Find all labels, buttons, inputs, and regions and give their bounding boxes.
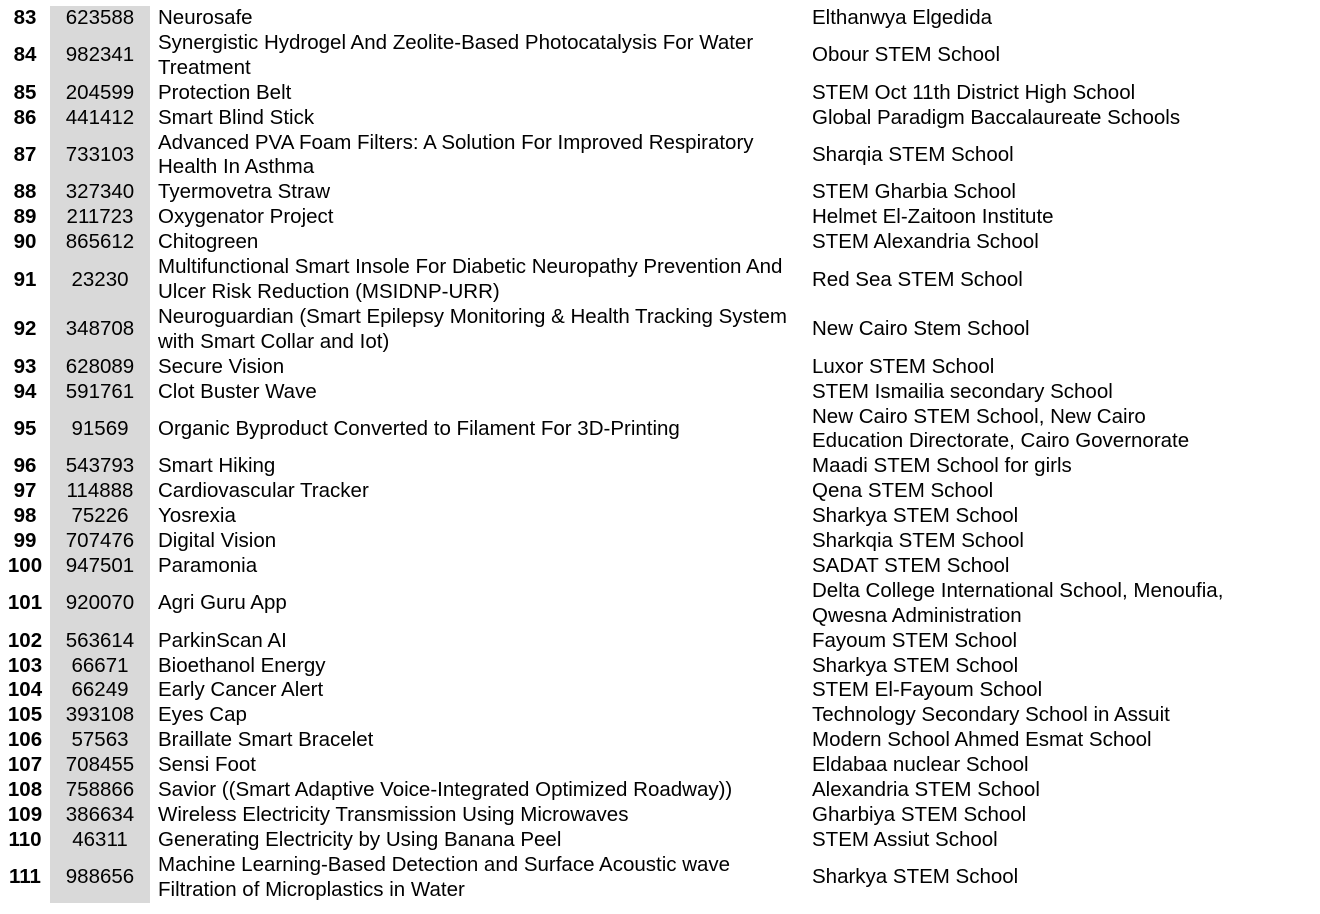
school-name: STEM El-Fayoum School — [812, 678, 1043, 702]
project-id: 920070 — [50, 579, 150, 629]
project-id: 91569 — [50, 405, 150, 455]
project-title: Organic Byproduct Converted to Filament For 3D-Printing — [158, 416, 680, 440]
row-number: 101 — [7, 591, 43, 615]
project-title: Wireless Electricity Transmission Using Microwaves — [158, 803, 629, 826]
project-title: Chitogreen — [158, 230, 259, 254]
row-number: 83 — [13, 6, 37, 29]
project-id: 386634 — [50, 803, 150, 828]
table-row — [0, 579, 1230, 629]
table-row — [0, 131, 1230, 181]
project-id: 591761 — [50, 380, 150, 405]
project-id: 114888 — [50, 479, 150, 504]
school-name: SADAT STEM School — [812, 553, 1010, 577]
table-row — [0, 728, 1230, 753]
table-row — [0, 778, 1230, 803]
project-title: Yosrexia — [158, 504, 236, 528]
school-name: New Cairo STEM School, New Cairo Education Directorate, Cairo Governorate — [812, 404, 1190, 453]
row-number: 98 — [13, 504, 37, 528]
project-id: 563614 — [50, 629, 150, 654]
project-id: 623588 — [50, 6, 150, 31]
table-row — [0, 106, 1230, 131]
row-number: 107 — [7, 753, 43, 777]
school-name: Fayoum STEM School — [812, 628, 1018, 652]
row-number: 88 — [13, 180, 37, 204]
project-title: Synergistic Hydrogel And Zeolite-Based Photocatalysis For Water Treatment — [158, 30, 754, 79]
project-title: Smart Hiking — [158, 454, 276, 478]
project-title: Neuroguardian (Smart Epilepsy Monitoring & Health Tracking System with Smart Collar and Iot) — [158, 304, 787, 353]
row-number: 111 — [9, 865, 41, 889]
row-number: 86 — [13, 105, 37, 129]
school-name: Sharkqia STEM School — [812, 529, 1024, 553]
project-title: Eyes Cap — [158, 703, 247, 727]
project-title: ParkinScan AI — [158, 628, 287, 652]
school-name: STEM Alexandria School — [812, 230, 1039, 254]
project-title: Protection Belt — [158, 80, 292, 104]
row-number: 103 — [7, 653, 43, 677]
table-row — [0, 355, 1230, 380]
table-row — [0, 504, 1230, 529]
projects-table-body — [0, 6, 1230, 903]
row-number: 87 — [13, 142, 37, 166]
project-title: Neurosafe — [158, 6, 253, 29]
row-number: 91 — [13, 267, 37, 291]
project-id: 628089 — [50, 355, 150, 380]
project-title: Savior ((Smart Adaptive Voice-Integrated Optimized Roadway)) — [158, 778, 733, 802]
project-title: Paramonia — [158, 553, 258, 577]
school-name: New Cairo Stem School — [812, 317, 1030, 341]
row-number: 97 — [13, 479, 37, 503]
school-name: Obour STEM School — [812, 43, 1000, 67]
project-id: 982341 — [50, 31, 150, 81]
project-id: 758866 — [50, 778, 150, 803]
row-number: 89 — [13, 205, 37, 229]
project-title: Smart Blind Stick — [158, 105, 315, 129]
table-row — [0, 629, 1230, 654]
project-id: 211723 — [50, 205, 150, 230]
projects-table — [0, 6, 1230, 903]
table-row — [0, 703, 1230, 728]
school-name: Qena STEM School — [812, 479, 994, 503]
project-title: Clot Buster Wave — [158, 379, 317, 403]
project-id: 327340 — [50, 180, 150, 205]
project-id: 23230 — [50, 255, 150, 305]
row-number: 85 — [13, 80, 37, 104]
school-name: Elthanwya Elgedida — [812, 6, 993, 29]
project-id: 543793 — [50, 454, 150, 479]
table-row — [0, 305, 1230, 355]
project-title: Sensi Foot — [158, 753, 256, 777]
table-row — [0, 828, 1230, 853]
row-number: 95 — [13, 416, 37, 440]
school-name: STEM Oct 11th District High School — [812, 80, 1136, 104]
school-name: STEM Ismailia secondary School — [812, 379, 1113, 403]
project-title: Agri Guru App — [158, 591, 287, 615]
row-number: 99 — [13, 529, 37, 553]
school-name: STEM Assiut School — [812, 827, 998, 851]
project-title: Tyermovetra Straw — [158, 180, 331, 204]
table-row — [0, 205, 1230, 230]
project-id: 46311 — [50, 828, 150, 853]
table-row — [0, 6, 1230, 31]
row-number: 84 — [13, 43, 37, 67]
table-row — [0, 479, 1230, 504]
school-name: Eldabaa nuclear School — [812, 753, 1029, 777]
table-row — [0, 230, 1230, 255]
row-number: 100 — [7, 553, 43, 577]
school-name: Helmet El-Zaitoon Institute — [812, 205, 1054, 229]
project-id: 75226 — [50, 504, 150, 529]
school-name: STEM Gharbia School — [812, 180, 1016, 204]
row-number: 96 — [13, 454, 37, 478]
school-name: Sharkya STEM School — [812, 653, 1019, 677]
table-row — [0, 255, 1230, 305]
project-title: Multifunctional Smart Insole For Diabetic Neuropathy Prevention And Ulcer Risk Reduction (MSIDNP-URR) — [158, 255, 783, 303]
table-row — [0, 454, 1230, 479]
project-title: Oxygenator Project — [158, 205, 334, 229]
row-number: 106 — [7, 728, 43, 752]
project-title: Cardiovascular Tracker — [158, 479, 369, 503]
table-row — [0, 180, 1230, 205]
table-row — [0, 753, 1230, 778]
school-name: Sharqia STEM School — [812, 142, 1014, 166]
project-id: 947501 — [50, 554, 150, 579]
table-row — [0, 405, 1230, 455]
project-id: 393108 — [50, 703, 150, 728]
project-id: 441412 — [50, 106, 150, 131]
project-title: Braillate Smart Bracelet — [158, 728, 374, 752]
table-row — [0, 803, 1230, 828]
project-id: 865612 — [50, 230, 150, 255]
table-row — [0, 654, 1230, 679]
project-id: 733103 — [50, 131, 150, 181]
table-row — [0, 529, 1230, 554]
project-title: Generating Electricity by Using Banana Peel — [158, 827, 562, 851]
school-name: Global Paradigm Baccalaureate Schools — [812, 105, 1181, 129]
row-number: 92 — [13, 317, 37, 341]
table-row — [0, 31, 1230, 81]
table-row — [0, 678, 1230, 703]
row-number: 93 — [13, 354, 37, 378]
school-name: Gharbiya STEM School — [812, 803, 1027, 826]
school-name: Alexandria STEM School — [812, 778, 1040, 802]
project-id: 988656 — [50, 853, 150, 903]
school-name: Sharkya STEM School — [812, 504, 1019, 528]
table-row — [0, 853, 1230, 903]
project-id: 708455 — [50, 753, 150, 778]
project-title: Digital Vision — [158, 529, 277, 553]
table-row — [0, 380, 1230, 405]
row-number: 108 — [7, 778, 43, 802]
table-row — [0, 81, 1230, 106]
project-title: Machine Learning-Based Detection and Surface Acoustic wave Filtration of Microplastics in Water — [158, 852, 731, 901]
project-title: Advanced PVA Foam Filters: A Solution For Improved Respiratory Health In Asthma — [158, 130, 754, 179]
school-name: Sharkya STEM School — [812, 865, 1019, 889]
project-id: 348708 — [50, 305, 150, 355]
row-number: 109 — [7, 803, 43, 826]
school-name: Luxor STEM School — [812, 354, 995, 378]
project-id: 707476 — [50, 529, 150, 554]
school-name: Delta College International School, Menoufia, Qwesna Administration — [812, 578, 1224, 627]
row-number: 105 — [7, 703, 43, 727]
school-name: Red Sea STEM School — [812, 267, 1023, 291]
project-id: 57563 — [50, 728, 150, 753]
row-number: 102 — [7, 628, 43, 652]
school-name: Technology Secondary School in Assuit — [812, 703, 1170, 727]
project-id: 204599 — [50, 81, 150, 106]
row-number: 104 — [7, 678, 43, 702]
school-name: Modern School Ahmed Esmat School — [812, 728, 1152, 752]
table-row — [0, 554, 1230, 579]
project-id: 66249 — [50, 678, 150, 703]
school-name: Maadi STEM School for girls — [812, 454, 1072, 478]
row-number: 94 — [13, 379, 37, 403]
project-title: Early Cancer Alert — [158, 678, 324, 702]
project-title: Bioethanol Energy — [158, 653, 326, 677]
project-title: Secure Vision — [158, 354, 285, 378]
row-number: 110 — [8, 827, 42, 851]
project-id: 66671 — [50, 654, 150, 679]
row-number: 90 — [13, 230, 37, 254]
